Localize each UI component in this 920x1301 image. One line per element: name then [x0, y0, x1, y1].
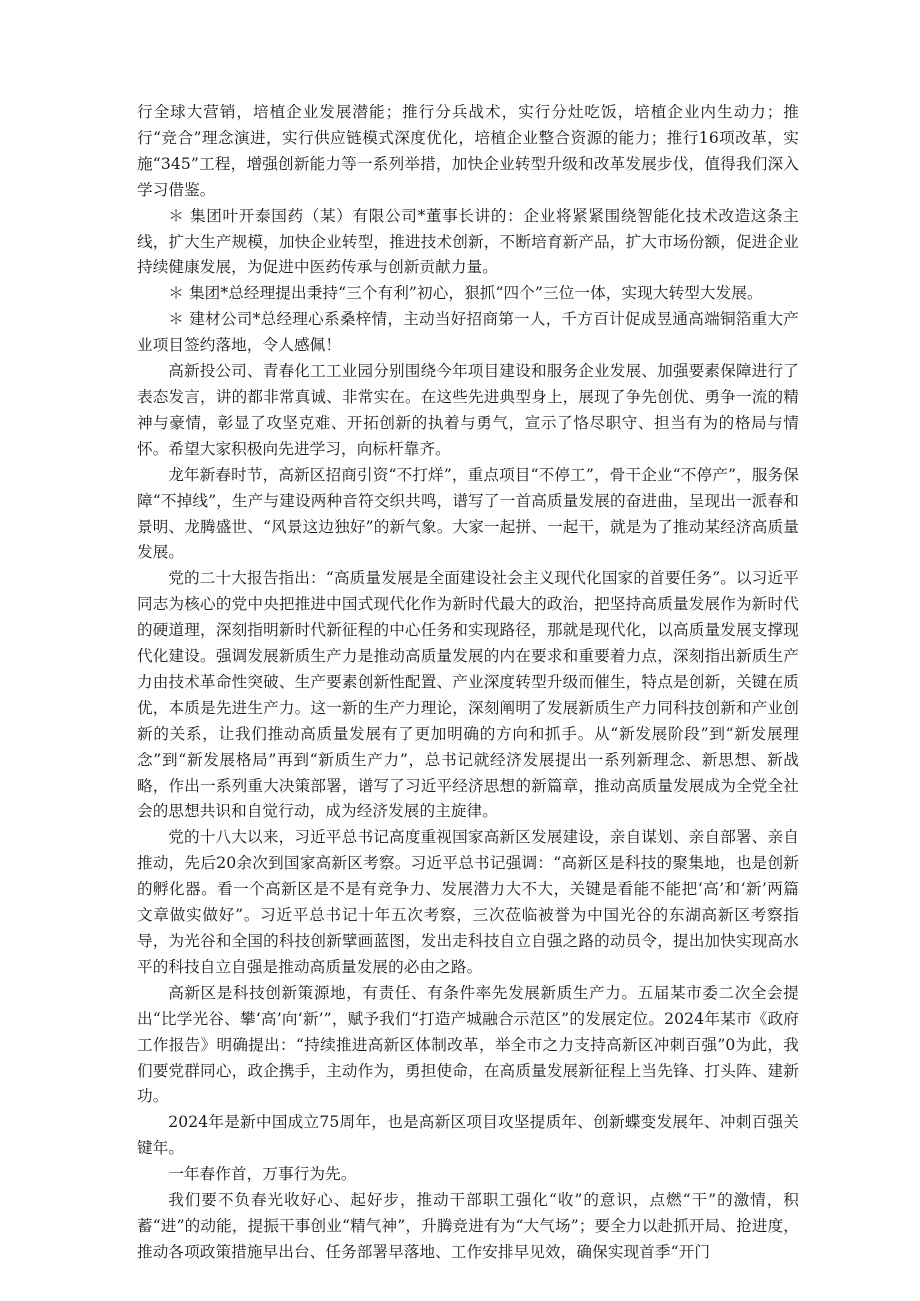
paragraph: 一年春作首，万事行为先。: [168, 1165, 357, 1184]
paragraph: 高新投公司、青春化工工业园分别围绕今年项目建设和服务企业发展、加强要素保障进行了表态发言，讲的都非常真诚、非常实在。在这些先进典型身上，展现了争先创优、勇争一流的精神与豪情，彰显了攻坚克难、开拓创新的执着与勇气，宣示了恪尽职守、担当有为的格局与情怀。希望大家积极向先进学习，向标杆靠齐。: [137, 362, 799, 458]
paragraph: ＊ 集团*总经理提出秉持“三个有利”初心，狠抓“四个”三位一体，实现大转型大发展。: [168, 284, 763, 303]
paragraph: ＊ 建材公司*总经理心系桑梓情，主动当好招商第一人，千方百计促成昱通高端铜箔重大产业项目签约落地，令人感佩！: [137, 310, 799, 355]
paragraph: ＊ 集团叶开泰国药（某）有限公司*董事长讲的：企业将紧紧围绕智能化技术改造这条主线，扩大生产规模，加快企业转型，推进技术创新，不断培育新产品，扩大市场份额，促进企业持续健康发展，为促进中医药传承与创新贡献力量。: [137, 206, 799, 277]
document-body: [137, 100, 799, 1266]
paragraph: 高新区是科技创新策源地，有责任、有条件率先发展新质生产力。五届某市委二次全会提出“比学光谷、攀‘高’向‘新’”，赋予我们“打造产城融合示范区”的发展定位。2024年某市《政府工作报告》明确提出：“持续推进高新区体制改革，举全市之力支持高新区冲刺百强”0为此，我们要党群同心，政企携手，主动作为，勇担使命，在高质量发展新征程上当先锋、打头阵、建新功。: [137, 983, 799, 1106]
paragraph: 行全球大营销，培植企业发展潜能；推行分兵战术，实行分灶吃饭，培植企业内生动力；推行“竞合”理念演进，实行供应链模式深度优化，培植企业整合资源的能力；推行16项改革，实施“345”工程，增强创新能力等一系列举措，加快企业转型升级和改革发展步伐，值得我们深入学习借鉴。: [137, 103, 799, 199]
paragraph: 我们要不负春光收好心、起好步，推动干部职工强化“收”的意识，点燃“干”的激情，积蓄“进”的动能，提振干事创业“精气神”，升腾竞进有为“大气场”；要全力以赴抓开局、抢进度，推动各项政策措施早出台、任务部署早落地、工作安排早见效，确保实现首季“开门: [137, 1191, 799, 1261]
paragraph: 龙年新春时节，高新区招商引资“不打烊”，重点项目“不停工”，骨干企业“不停产”，服务保障“不掉线”，生产与建设两种音符交织共鸣，谱写了一首高质量发展的奋进曲，呈现出一派春和景明、龙腾盛世、“风景这边独好”的新气象。大家一起拼、一起干，就是为了推动某经济高质量发展。: [137, 465, 799, 562]
paragraph: 2024年是新中国成立75周年，也是高新区项目攻坚提质年、创新蝶变发展年、冲刺百强关键年。: [137, 1113, 799, 1158]
paragraph: 党的十八大以来，习近平总书记高度重视国家高新区发展建设，亲自谋划、亲自部署、亲自推动，先后20余次到国家高新区考察。习近平总书记强调：“高新区是科技的聚集地，也是创新的孵化器。看一个高新区是不是有竞争力、发展潜力大不大，关键是看能不能把‘高’和‘新’两篇文章做实做好”。习近平总书记十年五次考察，三次莅临被誉为中国光谷的东湖高新区考察指导，为光谷和全国的科技创新擘画蓝图，发出走科技自立自强之路的动员令，提出加快实现高水平的科技自立自强是推动高质量发展的必由之路。: [137, 828, 799, 976]
paragraph: 党的二十大报告指出：“高质量发展是全面建设社会主义现代化国家的首要任务”。以习近平同志为核心的党中央把推进中国式现代化作为新时代最大的政治，把坚持高质量发展作为新时代的硬道理，深刻指明新时代新征程的中心任务和实现路径，那就是现代化，以高质量发展支撑现代化建设。强调发展新质生产力是推动高质量发展的内在要求和重要着力点，深刻指出新质生产力由技术革命性突破、生产要素创新性配置、产业深度转型升级而催生，特点是创新，关键在质优，本质是先进生产力。这一新的生产力理论，深刻阐明了发展新质生产力同科技创新和产业创新的关系，让我们推动高质量发展有了更加明确的方向和抓手。从“新发展阶段”到“新发展理念”到“新发展格局”再到“新质生产力”，总书记就经济发展提出一系列新理念、新思想、新战略，作出一系列重大决策部署，谱写了习近平经济思想的新篇章，推动高质量发展成为全党全社会的思想共识和自觉行动，成为经济发展的主旋律。: [137, 569, 799, 821]
